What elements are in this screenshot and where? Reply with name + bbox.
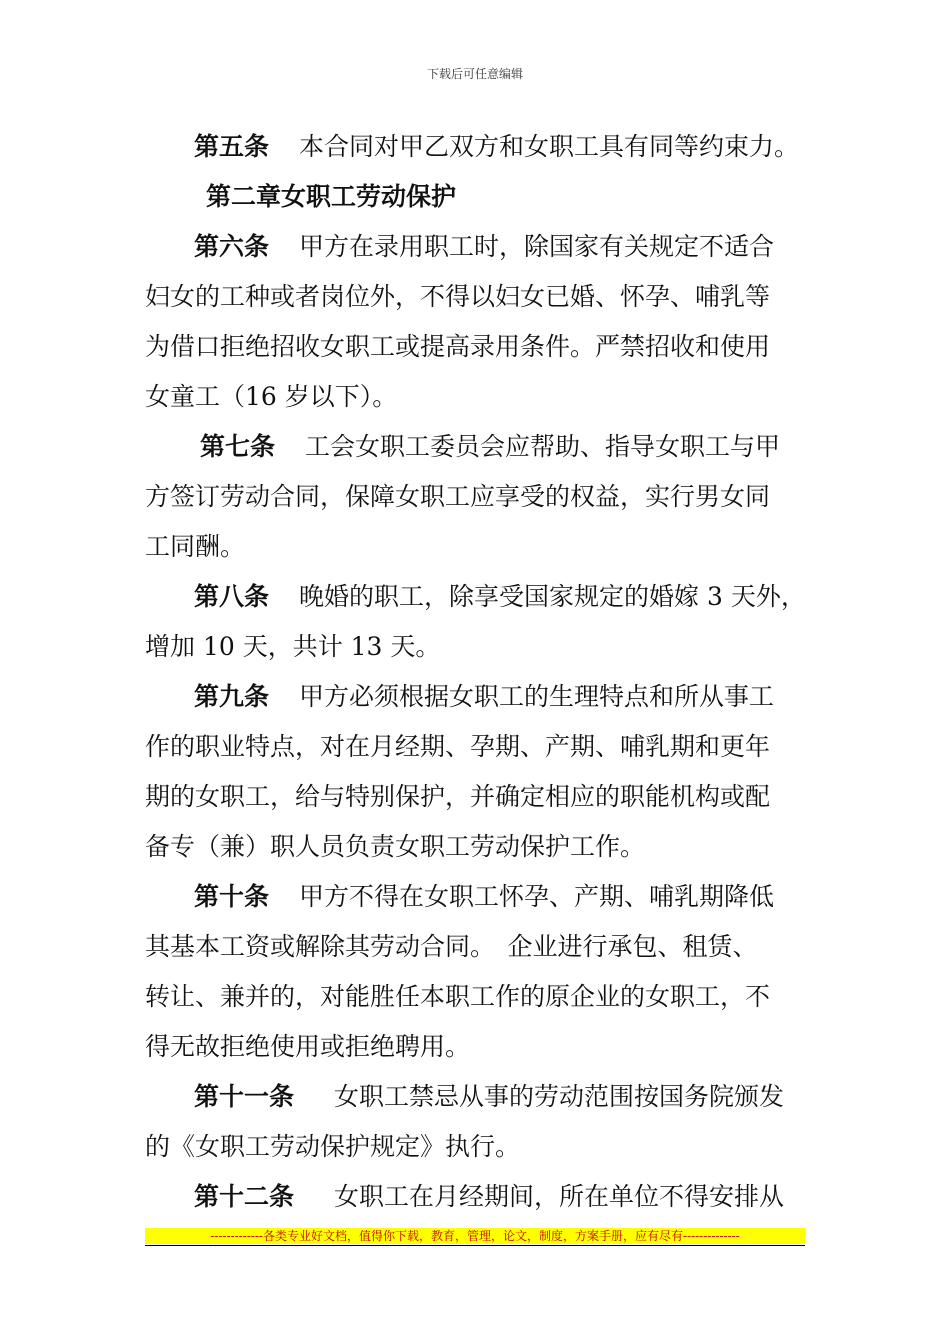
footer-banner: -------------各类专业好文档，值得你下载，教育，管理，论文，制度，方案手册，应有尽有-------------- (145, 1228, 805, 1244)
paragraph-line: 妇女的工种或者岗位外，不得以妇女已婚、怀孕、哺乳等 (145, 282, 771, 311)
article-8-heading: 第八条 (194, 582, 270, 611)
paragraph-line: 作的职业特点，对在月经期、孕期、产期、哺乳期和更年 (145, 732, 771, 761)
header-note: 下载后可任意编辑 (426, 67, 523, 81)
article-11-line (145, 1072, 807, 1122)
article-9-heading: 第九条 (194, 682, 270, 711)
article-8-text: 晚婚的职工，除享受国家规定的婚嫁 3 天外， (299, 582, 806, 611)
paragraph-line: 其基本工资或解除其劳动合同。 企业进行承包、租赁、 (145, 932, 758, 961)
article-10-line (145, 872, 807, 922)
paragraph-line: 方签订劳动合同，保障女职工应享受的权益，实行男女同 (145, 482, 771, 511)
paragraph-line: 得无故拒绝使用或拒绝聘用。 (145, 1032, 471, 1061)
chapter-2-heading: 第二章女职工劳动保护 (206, 182, 457, 211)
article-11-text: 女职工禁忌从事的劳动范围按国务院颁发 (334, 1082, 785, 1111)
paragraph-line: 为借口拒绝招收女职工或提高录用条件。严禁招收和使用 (145, 332, 771, 361)
paragraph-line: 女童工（16 岁以下）。 (145, 382, 398, 411)
article-9-text: 甲方必须根据女职工的生理特点和所从事工 (299, 682, 775, 711)
footer-divider (145, 1245, 805, 1246)
article-6-heading: 第六条 (194, 232, 270, 261)
article-9-line (145, 672, 807, 722)
article-6-line (145, 222, 807, 272)
paragraph-line: 的《女职工劳动保护规定》执行。 (145, 1132, 521, 1161)
article-7-text: 工会女职工委员会应帮助、指导女职工与甲 (305, 432, 781, 461)
paragraph-line: 增加 10 天，共计 13 天。 (145, 632, 441, 661)
article-7-line (145, 422, 807, 472)
paragraph-line: 备专（兼）职人员负责女职工劳动保护工作。 (145, 832, 646, 861)
article-5-heading: 第五条 (194, 132, 270, 161)
article-12-text: 女职工在月经期间，所在单位不得安排从 (334, 1182, 785, 1211)
article-6-text: 甲方在录用职工时，除国家有关规定不适合 (299, 232, 775, 261)
paragraph-line: 期的女职工，给与特别保护，并确定相应的职能机构或配 (145, 782, 771, 811)
paragraph-line: 工同酬。 (145, 532, 246, 561)
article-10-heading: 第十条 (194, 882, 270, 911)
article-5-line (145, 122, 807, 172)
article-12-heading: 第十二条 (194, 1182, 295, 1211)
article-8-line (145, 572, 807, 622)
article-10-text: 甲方不得在女职工怀孕、产期、哺乳期降低 (299, 882, 775, 911)
paragraph-line: 转让、兼并的，对能胜任本职工作的原企业的女职工，不 (145, 982, 771, 1011)
article-7-heading: 第七条 (200, 432, 276, 461)
article-12-line (145, 1172, 807, 1222)
article-11-heading: 第十一条 (194, 1082, 295, 1111)
article-5-text: 本合同对甲乙双方和女职工具有同等约束力。 (299, 132, 800, 161)
document-body (145, 122, 807, 1222)
